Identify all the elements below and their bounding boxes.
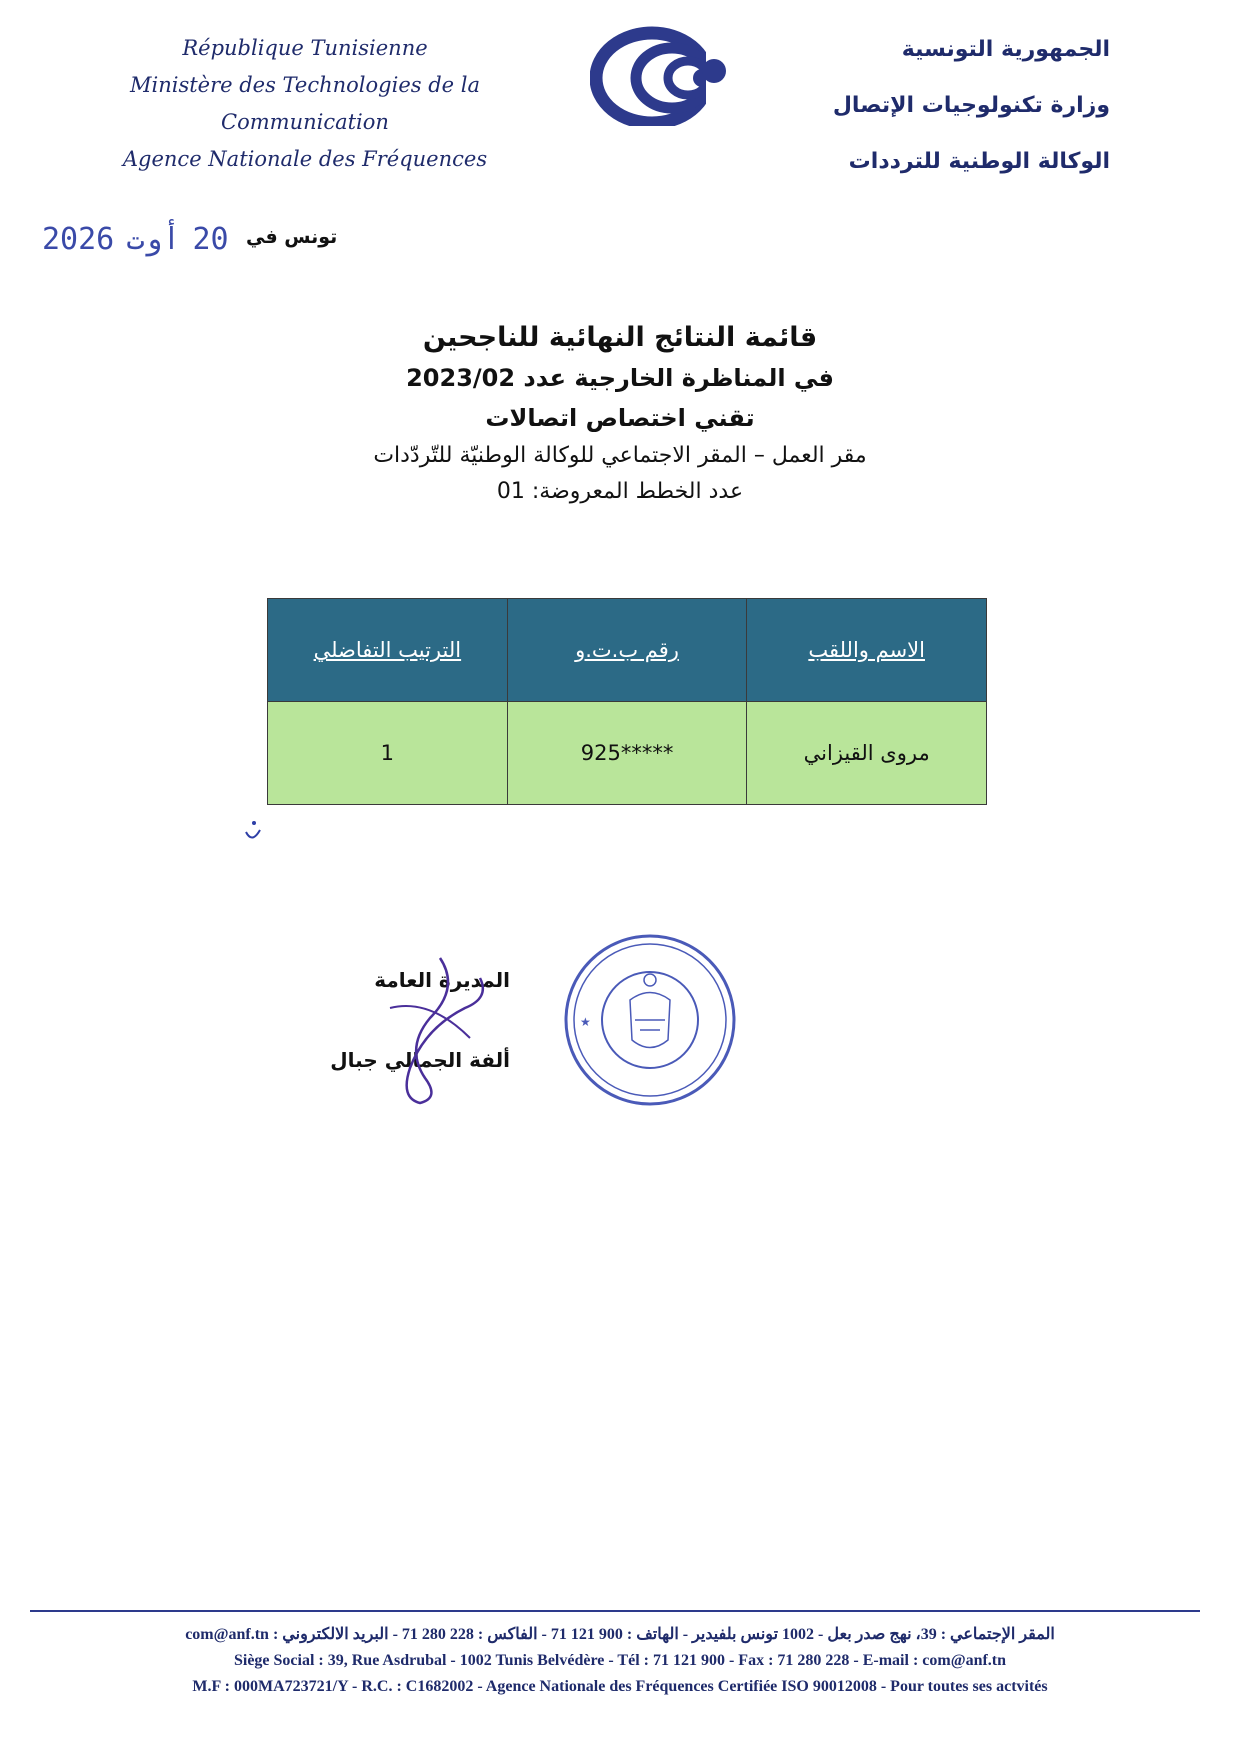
footer-divider [30, 1610, 1200, 1612]
title-specialty: تقني اختصاص اتصالات [485, 404, 755, 432]
title-positions: عدد الخطط المعروضة: 01 [496, 479, 744, 504]
table-row [268, 702, 987, 805]
title-main: قائمة النتائج النهائية للناجحين [422, 322, 818, 353]
cell-id: *****925 [507, 702, 747, 805]
title-workplace: مقر العمل – المقر الاجتماعي للوكالة الوطنيّة للتّردّدات [373, 443, 867, 468]
signature-role: المديرة العامة [374, 968, 510, 992]
footer [40, 1622, 1200, 1700]
svg-text:★: ★ [580, 1015, 591, 1029]
title-competition: في المناظرة الخارجية عدد 2023/02 [406, 364, 834, 392]
date-stamp [36, 222, 235, 257]
cell-rank: 1 [268, 702, 508, 805]
header-french [60, 30, 550, 178]
signature-name: ألفة الجمالي جبال [330, 1048, 510, 1072]
header-arabic [810, 22, 1110, 190]
date-month: أوت [126, 222, 181, 257]
header-ar-line-3: الوكالة الوطنية للترددات [848, 149, 1110, 174]
header-fr-line-1: République Tunisienne [182, 36, 428, 60]
date-prefix: تونس في [246, 226, 338, 248]
header-fr-line-2: Ministère des Technologies de la Communication [129, 73, 480, 134]
header-ar-line-1: الجمهورية التونسية [901, 37, 1110, 62]
header-fr-line-3: Agence Nationale des Fréquences [122, 147, 488, 171]
cell-name: مروى القيزاني [747, 702, 987, 805]
document-titles [220, 318, 1020, 510]
handwritten-signature [370, 948, 500, 1108]
header-name: الاسم واللقب [747, 599, 987, 702]
footer-arabic-address: المقر الإجتماعي : 39، نهج صدر بعل - 1002 تونس بلفيدير - الهاتف : 900 121 71 - الفاكس : 228 280 71 - البريد الالكتروني : com@anf.tn [185, 1626, 1055, 1643]
footer-french-address: Siège Social : 39, Rue Asdrubal - 1002 Tunis Belvédère - Tél : 71 121 900 - Fax : 71 280 228 - E-mail : com@anf.tn [233, 1652, 1007, 1669]
table-header-row [268, 599, 987, 702]
header-rank: الترتيب التفاضلي [268, 599, 508, 702]
header-ar-line-2: وزارة تكنولوجيات الإتصال [832, 93, 1110, 118]
official-stamp [560, 930, 740, 1110]
pen-mark [242, 818, 266, 848]
footer-registration: M.F : 000MA723721/Y - R.C. : C1682002 - Agence Nationale des Fréquences Certifiée ISO 90012008 - Pour toutes ses actvités [192, 1678, 1048, 1695]
results-table [267, 598, 987, 805]
header-id: رقم ب.ت.و [507, 599, 747, 702]
agency-logo [590, 26, 740, 126]
date-day: 20 [192, 222, 229, 257]
date-year: 2026 [42, 222, 115, 257]
